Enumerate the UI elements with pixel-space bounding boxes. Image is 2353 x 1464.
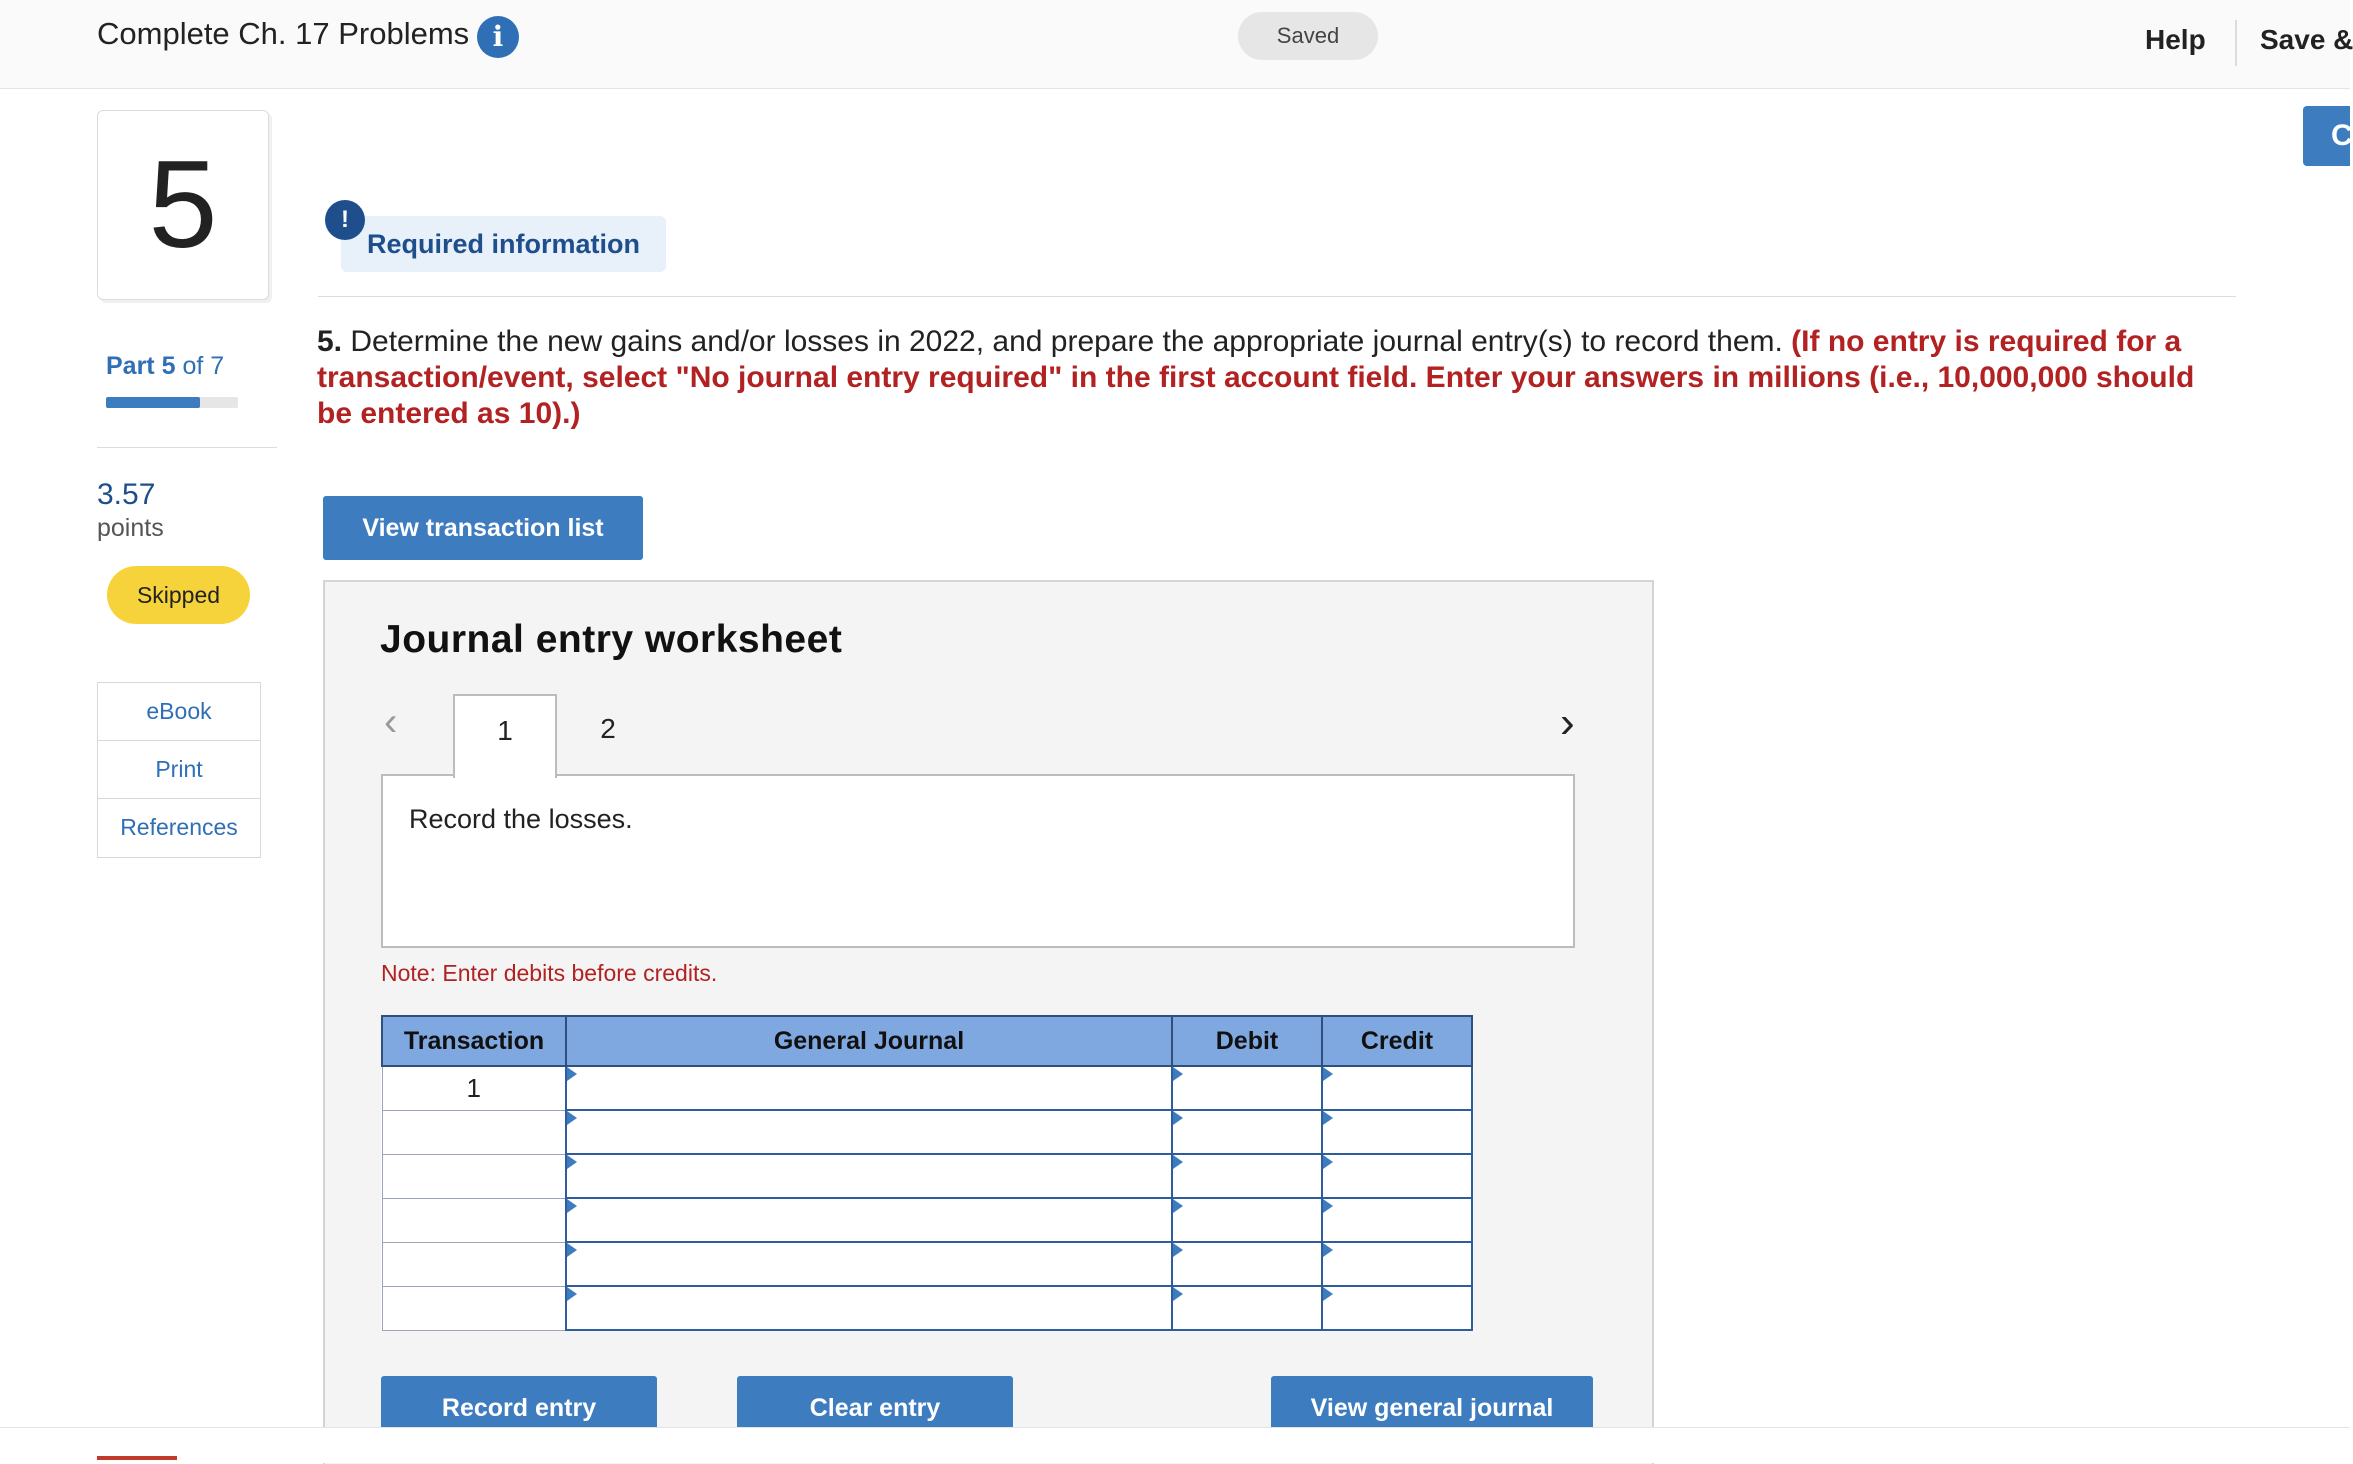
exclamation-icon: ! — [325, 200, 365, 240]
table-row — [382, 1110, 1472, 1154]
transaction-cell — [382, 1110, 566, 1154]
view-general-journal-button[interactable]: View general journal — [1271, 1376, 1593, 1432]
left-divider — [97, 447, 277, 448]
worksheet-title: Journal entry worksheet — [380, 618, 843, 661]
side-panel-tab[interactable]: C — [2303, 106, 2350, 166]
debit-input[interactable] — [1172, 1154, 1322, 1198]
transaction-cell — [382, 1154, 566, 1198]
credit-input[interactable] — [1322, 1242, 1472, 1286]
part-indicator — [106, 352, 224, 381]
debit-input[interactable] — [1172, 1066, 1322, 1110]
saved-status-pill: Saved — [1238, 12, 1378, 60]
worksheet-tab-2[interactable]: 2 — [600, 713, 616, 744]
header-divider — [2235, 20, 2237, 66]
required-information-toggle[interactable]: Required information — [341, 216, 666, 272]
ebook-link[interactable]: eBook — [98, 683, 260, 741]
account-input[interactable] — [566, 1066, 1172, 1110]
credit-input[interactable] — [1322, 1154, 1472, 1198]
journal-table — [381, 1015, 1473, 1331]
part-word: Part — [106, 352, 155, 380]
col-header-debit: Debit — [1172, 1016, 1322, 1066]
record-entry-button[interactable]: Record entry — [381, 1376, 657, 1432]
table-row — [382, 1198, 1472, 1242]
account-input[interactable] — [566, 1242, 1172, 1286]
entry-description: Record the losses. — [409, 804, 633, 834]
transaction-cell — [382, 1286, 566, 1330]
required-info-divider — [318, 296, 2236, 297]
question-prompt: Determine the new gains and/or losses in 2022, and prepare the appropriate journal entry(s) to record them. — [342, 325, 1792, 358]
account-input[interactable] — [566, 1110, 1172, 1154]
help-link[interactable]: Help — [2145, 24, 2206, 55]
points-value: 3.57 — [97, 478, 156, 511]
question-instruction: (If no entry is required for a transaction/event, select "No journal entry required" in the first account field. Enter your answers in millions (i.e., 10,000,000 should be entered as 10).) — [317, 325, 2195, 430]
col-header-transaction: Transaction — [382, 1016, 566, 1066]
bottom-navigation-bar — [0, 1427, 2350, 1463]
view-transaction-list-button[interactable]: View transaction list — [323, 496, 643, 560]
col-header-general-journal: General Journal — [566, 1016, 1172, 1066]
debit-credit-note: Note: Enter debits before credits. — [381, 960, 718, 986]
question-number-label: 5. — [317, 325, 343, 358]
entry-description-box — [381, 774, 1575, 948]
account-input[interactable] — [566, 1286, 1172, 1330]
credit-input[interactable] — [1322, 1198, 1472, 1242]
bottom-indicator — [97, 1456, 177, 1460]
debit-input[interactable] — [1172, 1198, 1322, 1242]
assignment-title: Complete Ch. 17 Problems — [97, 16, 470, 51]
transaction-cell: 1 — [382, 1066, 566, 1110]
credit-input[interactable] — [1322, 1110, 1472, 1154]
info-icon[interactable]: i — [477, 16, 519, 58]
part-progress-fill — [106, 397, 200, 408]
save-and-exit-link[interactable]: Save & — [2260, 24, 2353, 55]
part-progress-bar — [106, 397, 238, 408]
account-input[interactable] — [566, 1198, 1172, 1242]
points-label: points — [97, 514, 164, 542]
resources-list — [97, 682, 261, 858]
transaction-cell — [382, 1242, 566, 1286]
col-header-credit: Credit — [1322, 1016, 1472, 1066]
chevron-left-icon[interactable]: ‹ — [384, 700, 398, 744]
account-input[interactable] — [566, 1154, 1172, 1198]
debit-input[interactable] — [1172, 1110, 1322, 1154]
table-row — [382, 1154, 1472, 1198]
top-bar — [0, 0, 2353, 89]
debit-input[interactable] — [1172, 1286, 1322, 1330]
question-text — [317, 324, 2217, 432]
worksheet-tab-1[interactable]: 1 — [453, 694, 557, 778]
table-row — [382, 1242, 1472, 1286]
credit-input[interactable] — [1322, 1286, 1472, 1330]
question-number-card: 5 — [97, 110, 269, 300]
skipped-status-badge: Skipped — [107, 566, 250, 624]
references-link[interactable]: References — [120, 814, 238, 840]
part-current: 5 — [161, 352, 176, 380]
table-row — [382, 1286, 1472, 1330]
credit-input[interactable] — [1322, 1066, 1472, 1110]
clear-entry-button[interactable]: Clear entry — [737, 1376, 1013, 1432]
print-link[interactable]: Print — [98, 741, 260, 799]
transaction-cell — [382, 1198, 566, 1242]
journal-header-row — [382, 1016, 1472, 1066]
chevron-right-icon[interactable]: › — [1560, 698, 1575, 747]
table-row — [382, 1066, 1472, 1110]
part-of: of 7 — [182, 352, 225, 380]
debit-input[interactable] — [1172, 1242, 1322, 1286]
